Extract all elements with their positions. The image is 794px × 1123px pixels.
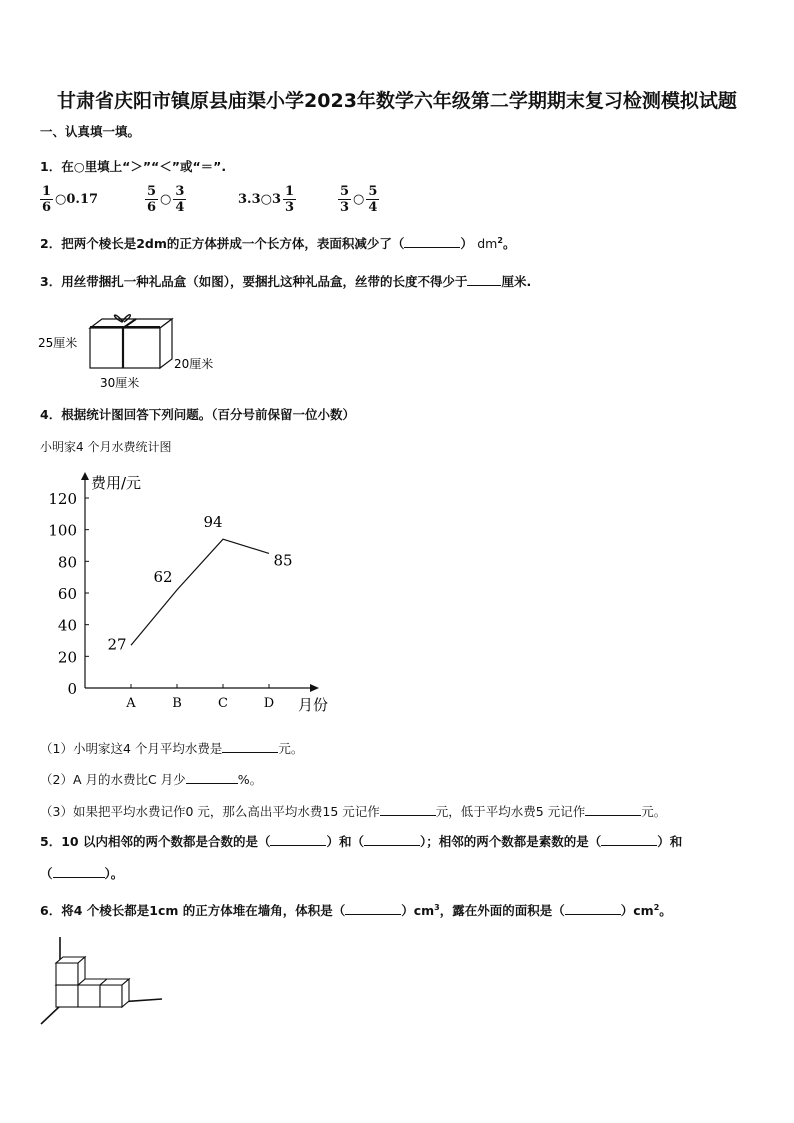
fraction: $\frac{5}{4}$	[368, 184, 378, 215]
y-tick-label: 80	[57, 553, 77, 572]
fraction: $\frac{5}{3}$	[340, 184, 350, 215]
y-tick-label: 100	[48, 521, 77, 540]
series-line	[131, 539, 269, 645]
compare-item-3: 3.3○3 $\frac{1}{3}$	[238, 184, 295, 215]
compare-item-2: $\frac{5}{6}$ ○ $\frac{3}{4}$	[147, 184, 185, 215]
water-fee-line-chart	[40, 466, 360, 721]
compare-item-1: $\frac{1}{6}$ ○0.17	[42, 184, 99, 215]
data-label: 85	[273, 551, 293, 570]
question-4-sub-2: （2）A 月的水费比C 月少 %。	[40, 772, 263, 787]
fraction: $\frac{1}{6}$	[42, 184, 52, 215]
data-label: 27	[107, 635, 127, 654]
question-4-text: 4．根据统计图回答下列问题。（百分号前保留一位小数）	[40, 407, 355, 422]
question-1-text: 1．在○里填上“＞”“＜”或“＝”.	[40, 159, 227, 174]
depth-label: 20厘米	[174, 357, 214, 371]
y-tick-label: 40	[57, 616, 77, 635]
x-tick-label: B	[172, 696, 182, 711]
fraction: $\frac{5}{6}$	[147, 184, 157, 215]
question-4-sub-3: （3）如果把平均水费记作0 元，那么高出平均水费15 元记作 元，低于平均水费5 元记作 元。	[40, 804, 667, 819]
x-axis-label: 月份	[298, 696, 329, 714]
x-tick-label: A	[126, 696, 136, 711]
section-heading: 一、认真填一填。	[40, 124, 141, 139]
y-tick-label: 120	[48, 490, 77, 508]
height-label: 25厘米	[38, 336, 78, 350]
question-2: 2．把两个棱长是2dm的正方体拼成一个长方体，表面积减少了（ ） $dm^2$。	[40, 235, 516, 251]
x-tick-label: C	[218, 696, 228, 711]
y-tick-label: 20	[57, 648, 77, 667]
question-4-sub-1: （1）小明家这4 个月平均水费是 元。	[40, 741, 304, 756]
y-tick-label: 60	[57, 585, 77, 603]
fraction: $\frac{1}{3}$	[285, 184, 295, 215]
length-label: 30厘米	[100, 376, 140, 390]
question-3: 3．用丝带捆扎一种礼品盒（如图），要捆扎这种礼品盒，丝带的长度不得少于 厘米.	[40, 274, 532, 289]
question-5-line-2: （ ）。	[40, 866, 124, 881]
compare-item-4: $\frac{5}{3}$ ○ $\frac{5}{4}$	[340, 184, 378, 215]
chart-caption: 小明家4 个月水费统计图	[40, 440, 172, 454]
y-axis-label: 费用/元	[91, 474, 142, 492]
corner-cubes-figure	[38, 932, 168, 1027]
x-tick-label: D	[263, 696, 275, 711]
fraction: $\frac{3}{4}$	[175, 184, 185, 215]
question-6: 6．将4 个棱长都是1cm 的正方体堆在墙角，体积是（ ）$cm^3$，露在外面的面积是（ ）$cm^2$。	[40, 902, 672, 918]
y-axis-arrow	[81, 472, 89, 480]
data-label: 62	[153, 567, 173, 586]
page-title: 甘肃省庆阳市镇原县庙渠小学2023年数学六年级第二学期期末复习检测模拟试题	[57, 90, 737, 112]
y-tick-label: 0	[67, 680, 77, 698]
question-5: 5．10 以内相邻的两个数都是合数的是（ ）和（ ）；相邻的两个数都是素数的是（ ）和	[40, 834, 683, 849]
gift-box-figure	[38, 306, 228, 392]
data-label: 94	[203, 513, 223, 532]
x-axis-arrow	[310, 684, 319, 692]
